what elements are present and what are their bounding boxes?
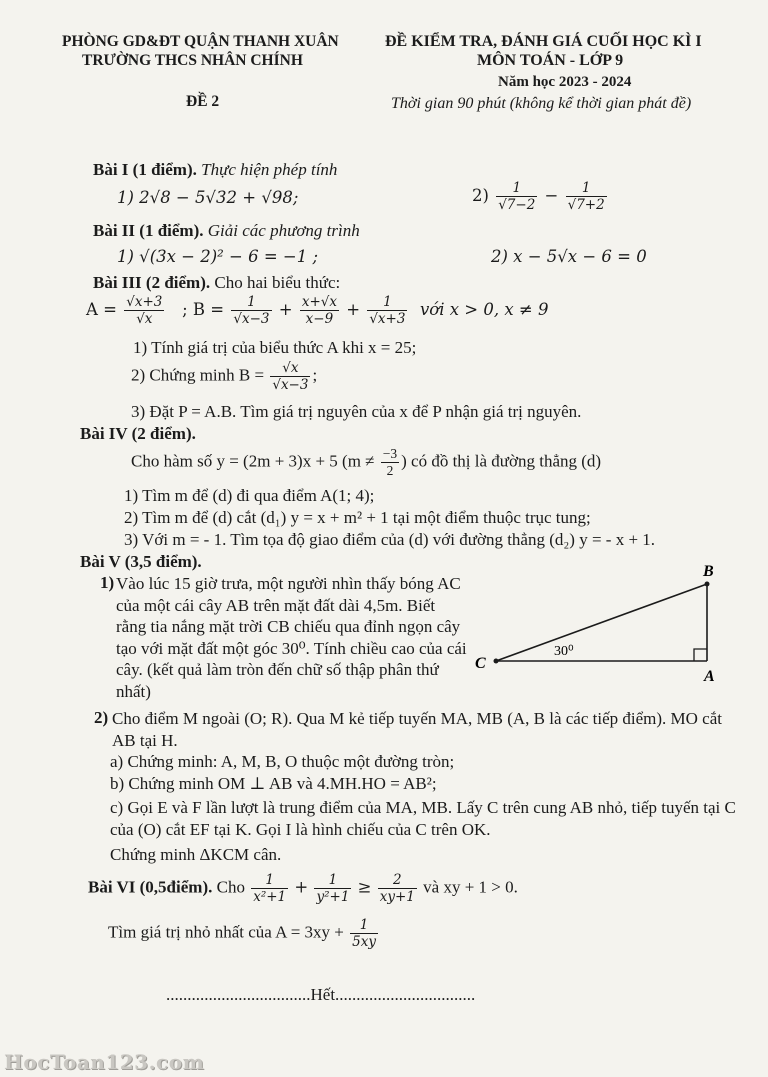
subject: MÔN TOÁN - LỚP 9: [477, 52, 624, 69]
fraction: $\frac{1}{\text{x²+1}}$: [253, 872, 287, 905]
label-c: C: [475, 655, 486, 672]
bai3-q2-label: 2) Chứng minh B =: [131, 365, 265, 385]
bai5-q2a: a) Chứng minh: A, M, B, O thuộc một đường tròn;: [110, 752, 455, 771]
bai5-q2-text: Cho điểm M ngoài (O; R). Qua M kẻ tiếp tuyến MA, MB (A, B là các tiếp điểm). MO cắt AB tại H.: [112, 709, 722, 750]
fraction: $\frac{2}{xy+1}$: [379, 872, 415, 905]
bai2-instruction: Giải các phương trình: [207, 221, 360, 240]
bai3-q2: 2) Chứng minh B = $\frac{√x}{√x-3}$ ;: [131, 360, 318, 393]
department-name: PHÒNG GD&ĐT QUẬN THANH XUÂN: [62, 33, 339, 50]
right-angle-mark: [694, 649, 707, 661]
bai1-title: Bài I (1 điểm).: [93, 160, 197, 179]
fraction: $\frac{√x}{√x-3}$: [272, 360, 309, 393]
duration: Thời gian 90 phút (không kể thời gian phát đề): [391, 95, 692, 112]
fraction: $\frac{1}{√7-2}$: [498, 180, 536, 213]
fraction: $\frac{1}{\text{y²+1}}$: [316, 872, 350, 905]
bai5-q1-text: Vào lúc 15 giờ trưa, một người nhìn thấy bóng AC của một cái cây AB trên mặt đất dài 4,5m. Biết rằng tia nắng mặt trời CB chiếu qua đỉnh ngọn cây tạo với mặt đất một góc 30⁰. Tính chiều cao của cái cây. (kết quả làm tròn đến chữ số thập phân thứ nhất): [116, 574, 467, 701]
bai4-intro: [131, 446, 601, 479]
end-marker: ..................................Hết.................................: [166, 985, 476, 1004]
bai4-q3: 3) Với m = - 1. Tìm tọa độ giao điểm của (d) với đường thẳng (d₂) y = - x + 1.: [124, 530, 656, 549]
bai5-q1-label: 1): [100, 573, 115, 592]
exam-code: ĐỀ 2: [186, 93, 220, 110]
bai2-part1: 1) √(3x − 2)² − 6 = −1 ;: [117, 247, 319, 266]
bai1-part1: 1) 2√8 − 5√32 + √98;: [117, 188, 299, 207]
bai2-part2: 2) x − 5√x − 6 = 0: [491, 247, 647, 266]
bai3-condition: với x > 0, x ≠ 9: [419, 300, 549, 319]
bai1-instruction: Thực hiện phép tính: [201, 160, 338, 179]
fraction: $\frac{√x+3}{√x}$: [126, 294, 163, 327]
bai6-q-label: Tìm giá trị nhỏ nhất của A = 3xy +: [108, 922, 344, 942]
fraction: $\frac{1}{√x-3}$: [233, 294, 270, 327]
bai3-instruction: Cho hai biểu thức:: [214, 273, 341, 292]
bai1-part2-label: 2): [472, 186, 489, 205]
ge-sign: ≥: [357, 877, 372, 897]
school-year: Năm học 2023 - 2024: [498, 74, 632, 90]
a-label: A =: [86, 300, 117, 319]
fraction: $\frac{-3}{2}$: [382, 446, 398, 478]
fraction: $\frac{1}{√x+3}$: [369, 294, 406, 327]
bai5-q2c: c) Gọi E và F lần lượt là trung điểm của MA, MB. Lấy C trên cung AB nhỏ, tiếp tuyến tại C của (O) cắt EF tại K. Gọi I là hình chiếu của C trên OK.: [110, 798, 736, 839]
bai5-q2-label: 2): [94, 708, 109, 727]
bai4-q1: 1) Tìm m để (d) đi qua điểm A(1; 4);: [124, 486, 375, 505]
hypotenuse-cb: [496, 584, 707, 661]
fraction: $\frac{1}{√7+2}$: [567, 180, 605, 213]
fraction: $\frac{x+√x}{x-9}$: [301, 294, 337, 327]
bai1-heading: [93, 160, 337, 180]
bai4-intro-pre: Cho hàm số y = (2m + 3)x + 5 (m ≠: [131, 451, 375, 471]
label-a: A: [704, 668, 715, 685]
bai4-q2: 2) Tìm m để (d) cắt (d₁) y = x + m² + 1 tại một điểm thuộc trục tung;: [124, 508, 591, 527]
bai6-title: Bài VI (0,5điểm).: [88, 877, 213, 897]
school-name: TRƯỜNG THCS NHÂN CHÍNH: [82, 52, 303, 69]
bai2-heading: [93, 221, 360, 241]
angle-label: 30⁰: [554, 644, 574, 659]
watermark: HocToan123.com: [4, 1050, 205, 1074]
point-c: [494, 659, 499, 664]
bai3-q3: 3) Đặt P = A.B. Tìm giá trị nguyên của x để P nhận giá trị nguyên.: [131, 402, 582, 421]
exam-title: ĐỀ KIỂM TRA, ĐÁNH GIÁ CUỐI HỌC KÌ I: [385, 33, 702, 50]
bai4-intro-post: ) có đồ thị là đường thẳng (d): [401, 451, 602, 471]
triangle-figure: [470, 560, 730, 690]
bai3-title: Bài III (2 điểm).: [93, 273, 211, 292]
bai6-cho: Cho: [216, 877, 245, 897]
bai3-q1: 1) Tính giá trị của biểu thức A khi x = 25;: [133, 338, 417, 357]
bai3-expressions: A = $\frac{√x+3}{√x}$ ; B = $\frac{1}{√x-3}$ + $\frac{x+√x}{x-9}$ + $\frac{1}{√x+3}$ với x > 0, x ≠ 9: [86, 294, 549, 327]
bai6-statement: Bài VI (0,5điểm). Cho $\frac{1}{\text{x²+1}}$ + $\frac{1}{\text{y²+1}}$ ≥ $\frac{2}{xy+1}$ và xy + 1 > 0.: [88, 872, 518, 905]
bai5-q2c-end: Chứng minh ΔKCM cân.: [110, 845, 282, 864]
bai5-q2b: b) Chứng minh OM ⊥ AB và 4.MH.HO = AB²;: [110, 774, 437, 793]
point-b: [705, 582, 710, 587]
fraction: $\frac{1}{5xy}$: [352, 917, 376, 950]
bai1-part2: 2) $\frac{1}{√7-2}$ − $\frac{1}{√7+2}$: [472, 180, 605, 213]
label-b: B: [703, 563, 714, 580]
bai2-title: Bài II (1 điểm).: [93, 221, 204, 240]
bai5-title: Bài V (3,5 điểm).: [80, 552, 202, 571]
bai4-title: Bài IV (2 điểm).: [80, 424, 196, 443]
bai6-question: [108, 917, 380, 950]
bai3-heading: [93, 273, 340, 293]
b-label: ; B =: [182, 300, 225, 319]
bai6-tail: và xy + 1 > 0.: [423, 877, 518, 897]
